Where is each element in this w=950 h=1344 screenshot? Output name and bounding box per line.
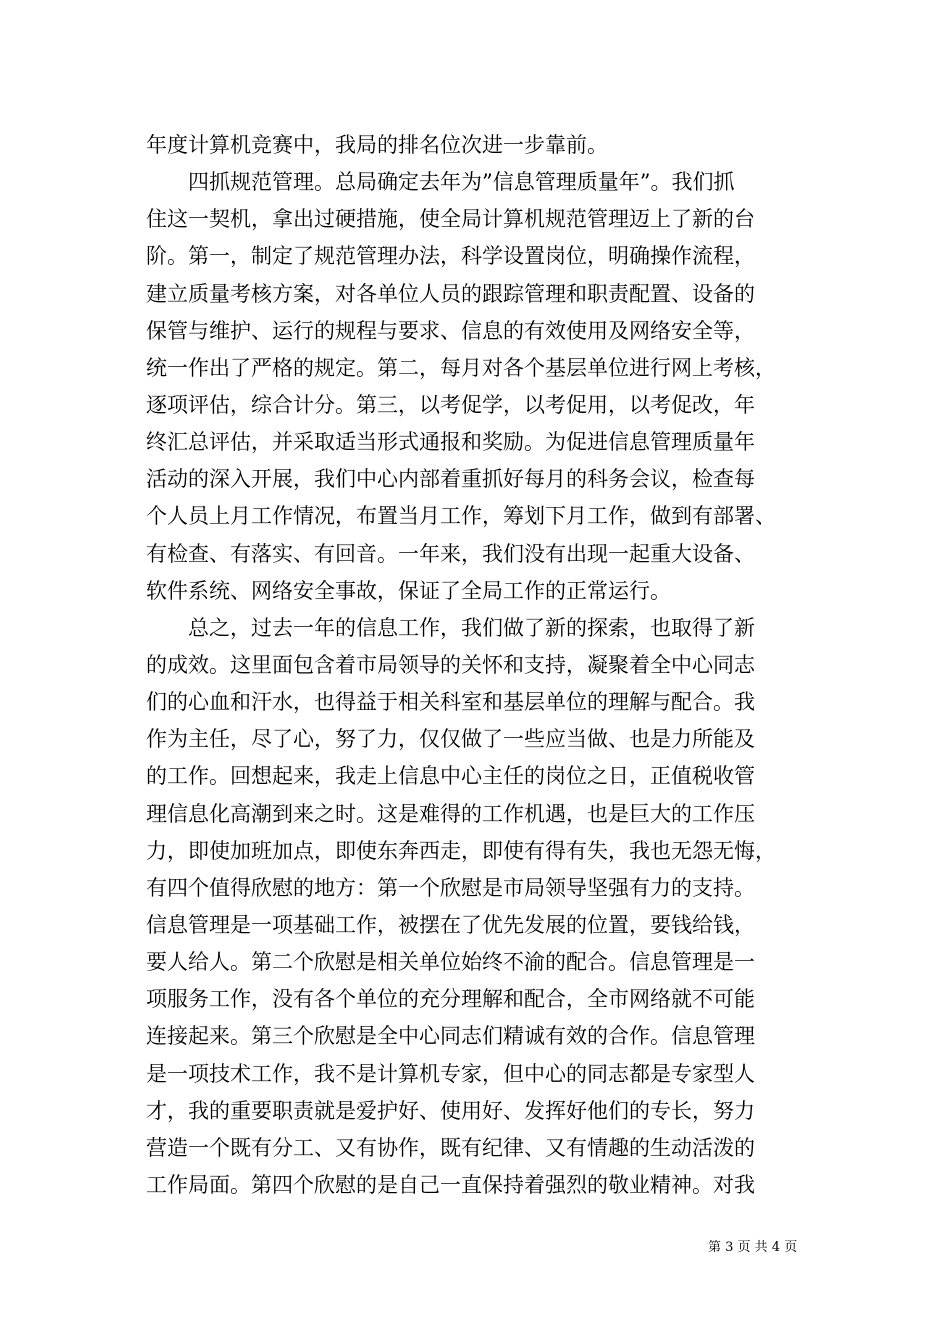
text-line: 年度计算机竞赛中，我局的排名位次进一步靠前。 — [146, 133, 608, 157]
page-number-footer: 第 3 页 共 4 页 — [708, 1240, 798, 1255]
text-line: 项服务工作，没有各个单位的充分理解和配合，全市网络就不可能 — [146, 987, 755, 1012]
text-line: 统一作出了严格的规定。第二，每月对各个基层单位进行网上考核， — [146, 355, 776, 380]
text-line: 有四个值得欣慰的地方：第一个欣慰是市局领导坚强有力的支持。 — [146, 875, 755, 900]
text-line: 有检查、有落实、有回音。一年来，我们没有出现一起重大设备、 — [146, 541, 755, 566]
text-line: 个人员上月工作情况，布置当月工作，筹划下月工作，做到有部署、 — [146, 504, 776, 529]
text-line: 营造一个既有分工、又有协作，既有纪律、又有情趣的生动活泼的 — [146, 1135, 755, 1160]
text-line: 作为主任，尽了心，努了力，仅仅做了一些应当做、也是力所能及 — [146, 727, 755, 752]
text-line: 四抓规范管理。总局确定去年为”信息管理质量年”。我们抓 — [146, 170, 735, 195]
text-line: 的工作。回想起来，我走上信息中心主任的岗位之日，正值税收管 — [146, 764, 755, 789]
text-line: 活动的深入开展，我们中心内部着重抓好每月的科务会议，检查每 — [146, 467, 755, 492]
text-line: 保管与维护、运行的规程与要求、信息的有效使用及网络安全等， — [146, 318, 755, 343]
text-line: 阶。第一，制定了规范管理办法，科学设置岗位，明确操作流程， — [146, 244, 755, 269]
text-line: 工作局面。第四个欣慰的是自己一直保持着强烈的敬业精神。对我 — [146, 1172, 755, 1197]
text-line: 建立质量考核方案，对各单位人员的跟踪管理和职责配置、设备的 — [146, 281, 755, 306]
body-text — [146, 127, 806, 1204]
text-line: 住这一契机，拿出过硬措施，使全局计算机规范管理迈上了新的台 — [146, 207, 755, 232]
text-line: 连接起来。第三个欣慰是全中心同志们精诚有效的合作。信息管理 — [146, 1024, 755, 1049]
text-line: 信息管理是一项基础工作，被摆在了优先发展的位置，要钱给钱， — [146, 912, 755, 937]
text-line: 力，即使加班加点，即使东奔西走，即使有得有失，我也无怨无悔， — [146, 838, 776, 863]
text-line: 们的心血和汗水，也得益于相关科室和基层单位的理解与配合。我 — [146, 690, 755, 715]
text-line: 总之，过去一年的信息工作，我们做了新的探索，也取得了新 — [146, 615, 755, 640]
text-line: 软件系统、网络安全事故，保证了全局工作的正常运行。 — [146, 578, 671, 603]
text-line: 的成效。这里面包含着市局领导的关怀和支持，凝聚着全中心同志 — [146, 652, 755, 677]
text-line: 终汇总评估，并采取适当形式通报和奖励。为促进信息管理质量年 — [146, 430, 755, 455]
text-line: 要人给人。第二个欣慰是相关单位始终不渝的配合。信息管理是一 — [146, 950, 755, 975]
text-line: 理信息化高潮到来之时。这是难得的工作机遇，也是巨大的工作压 — [146, 801, 755, 826]
text-line: 才，我的重要职责就是爱护好、使用好、发挥好他们的专长，努力 — [146, 1098, 755, 1123]
text-line: 逐项评估，综合计分。第三，以考促学，以考促用，以考促改，年 — [146, 392, 755, 417]
text-line: 是一项技术工作，我不是计算机专家，但中心的同志都是专家型人 — [146, 1061, 755, 1086]
